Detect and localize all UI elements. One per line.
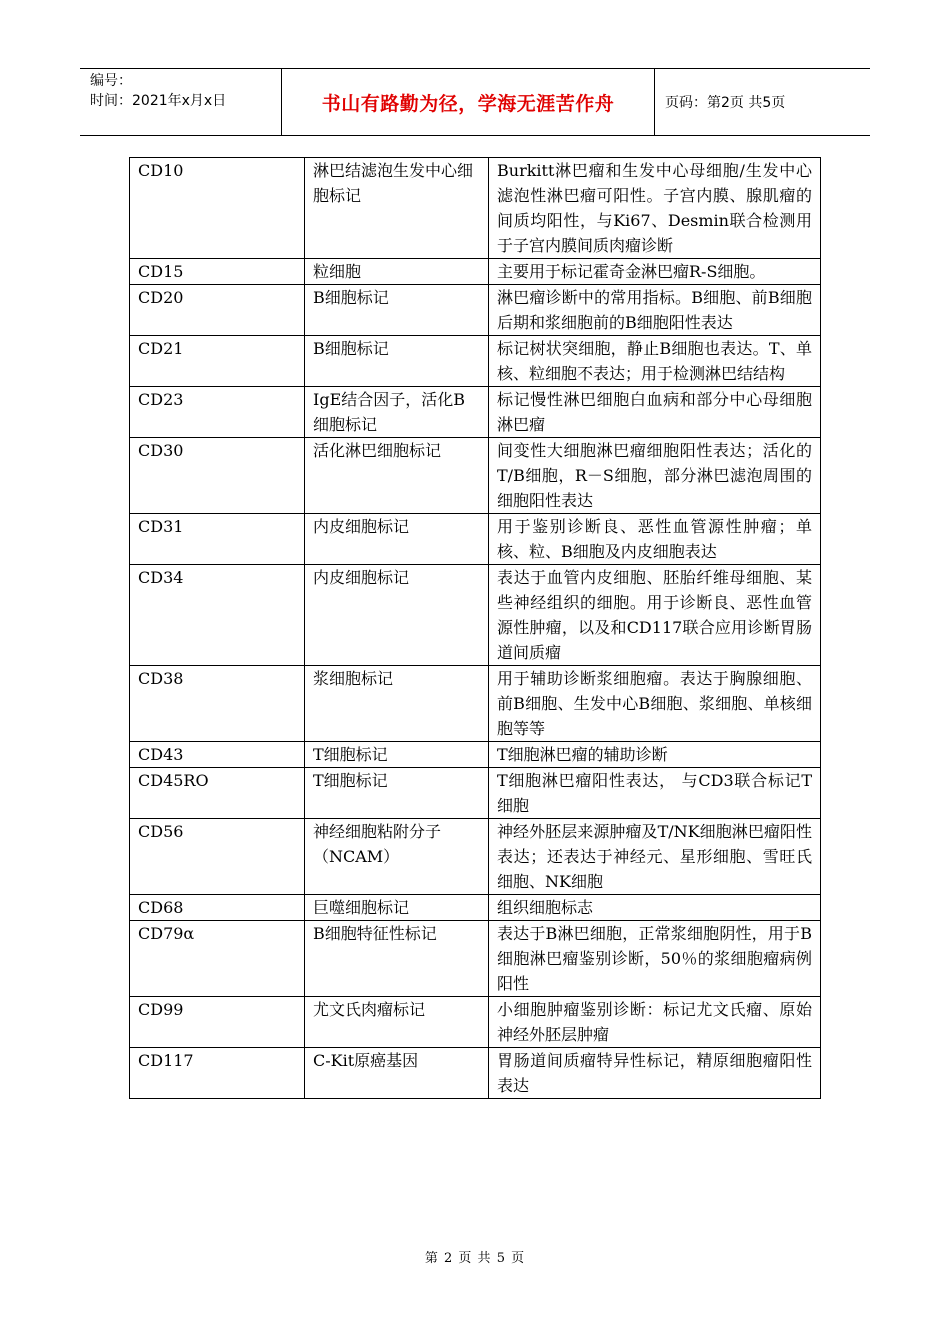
table-row [130,285,821,336]
table-row [130,997,821,1048]
description-cell: 淋巴瘤诊断中的常用指标。B细胞、前B细胞后期和浆细胞前的B细胞阳性表达 [489,285,821,336]
cd-marker-table [129,157,821,1099]
page-header [80,68,870,136]
target-cell: 浆细胞标记 [305,666,489,742]
table-row [130,742,821,768]
marker-cell: CD21 [130,336,305,387]
marker-cell: CD99 [130,997,305,1048]
description-cell: 用于鉴别诊断良、恶性血管源性肿瘤；单核、粒、B细胞及内皮细胞表达 [489,514,821,565]
header-slogan: 书山有路勤为径，学海无涯苦作舟 [282,69,655,135]
target-cell: T细胞标记 [305,742,489,768]
table-row [130,921,821,997]
marker-cell: CD68 [130,895,305,921]
marker-cell: CD15 [130,259,305,285]
description-cell: 表达于B淋巴细胞，正常浆细胞阴性，用于B细胞淋巴瘤鉴别诊断，50％的浆细胞瘤病例阳性 [489,921,821,997]
table-row [130,259,821,285]
description-cell: 表达于血管内皮细胞、胚胎纤维母细胞、某些神经组织的细胞。用于诊断良、恶性血管源性肿瘤，以及和CD117联合应用诊断胃肠道间质瘤 [489,565,821,666]
marker-cell: CD79α [130,921,305,997]
table-row [130,895,821,921]
description-cell: 小细胞肿瘤鉴别诊断：标记尤文氏瘤、原始神经外胚层肿瘤 [489,997,821,1048]
table-row [130,1048,821,1099]
marker-cell: CD43 [130,742,305,768]
target-cell: T细胞标记 [305,768,489,819]
target-cell: 内皮细胞标记 [305,565,489,666]
table-row [130,158,821,259]
marker-cell: CD34 [130,565,305,666]
description-cell: 胃肠道间质瘤特异性标记，精原细胞瘤阳性表达 [489,1048,821,1099]
marker-cell: CD20 [130,285,305,336]
target-cell: 巨噬细胞标记 [305,895,489,921]
description-cell: 标记慢性淋巴细胞白血病和部分中心母细胞淋巴瘤 [489,387,821,438]
description-cell: Burkitt淋巴瘤和生发中心母细胞/生发中心滤泡性淋巴瘤可阳性。子宫内膜、腺肌瘤的间质均阳性，与Ki67、Desmin联合检测用于子宫内膜间质肉瘤诊断 [489,158,821,259]
header-meta [80,69,282,135]
description-cell: 组织细胞标志 [489,895,821,921]
marker-cell: CD30 [130,438,305,514]
description-cell: 神经外胚层来源肿瘤及T/NK细胞淋巴瘤阳性表达；还表达于神经元、星形细胞、雪旺氏细胞、NK细胞 [489,819,821,895]
target-cell: B细胞标记 [305,336,489,387]
table-row [130,768,821,819]
description-cell: 间变性大细胞淋巴瘤细胞阳性表达；活化的T/B细胞，R－S细胞，部分淋巴滤泡周围的细胞阳性表达 [489,438,821,514]
table-row [130,514,821,565]
target-cell: 神经细胞粘附分子（NCAM） [305,819,489,895]
target-cell: C-Kit原癌基因 [305,1048,489,1099]
marker-cell: CD45RO [130,768,305,819]
table-row [130,565,821,666]
marker-cell: CD117 [130,1048,305,1099]
header-page-info: 页码：第2页 共5页 [665,95,786,111]
description-cell: T细胞淋巴瘤阳性表达， 与CD3联合标记T细胞 [489,768,821,819]
target-cell: 内皮细胞标记 [305,514,489,565]
marker-cell: CD31 [130,514,305,565]
marker-cell: CD10 [130,158,305,259]
marker-cell: CD56 [130,819,305,895]
target-cell: 粒细胞 [305,259,489,285]
table-row [130,387,821,438]
marker-cell: CD38 [130,666,305,742]
cd-marker-table-body [130,158,821,1099]
target-cell: 尤文氏肉瘤标记 [305,997,489,1048]
document-number-label: 编号： [90,73,132,89]
description-cell: 用于辅助诊断浆细胞瘤。表达于胸腺细胞、前B细胞、生发中心B细胞、浆细胞、单核细胞等等 [489,666,821,742]
target-cell: IgE结合因子，活化B细胞标记 [305,387,489,438]
table-row [130,438,821,514]
marker-cell: CD23 [130,387,305,438]
target-cell: 淋巴结滤泡生发中心细胞标记 [305,158,489,259]
document-time: 时间：2021年x月x日 [90,93,227,109]
description-cell: 标记树状突细胞，静止B细胞也表达。T、单核、粒细胞不表达；用于检测淋巴结结构 [489,336,821,387]
target-cell: 活化淋巴细胞标记 [305,438,489,514]
description-cell: 主要用于标记霍奇金淋巴瘤R-S细胞。 [489,259,821,285]
table-row [130,819,821,895]
page-footer: 第 2 页 共 5 页 [424,1251,526,1266]
target-cell: B细胞标记 [305,285,489,336]
description-cell: T细胞淋巴瘤的辅助诊断 [489,742,821,768]
table-row [130,666,821,742]
table-row [130,336,821,387]
target-cell: B细胞特征性标记 [305,921,489,997]
